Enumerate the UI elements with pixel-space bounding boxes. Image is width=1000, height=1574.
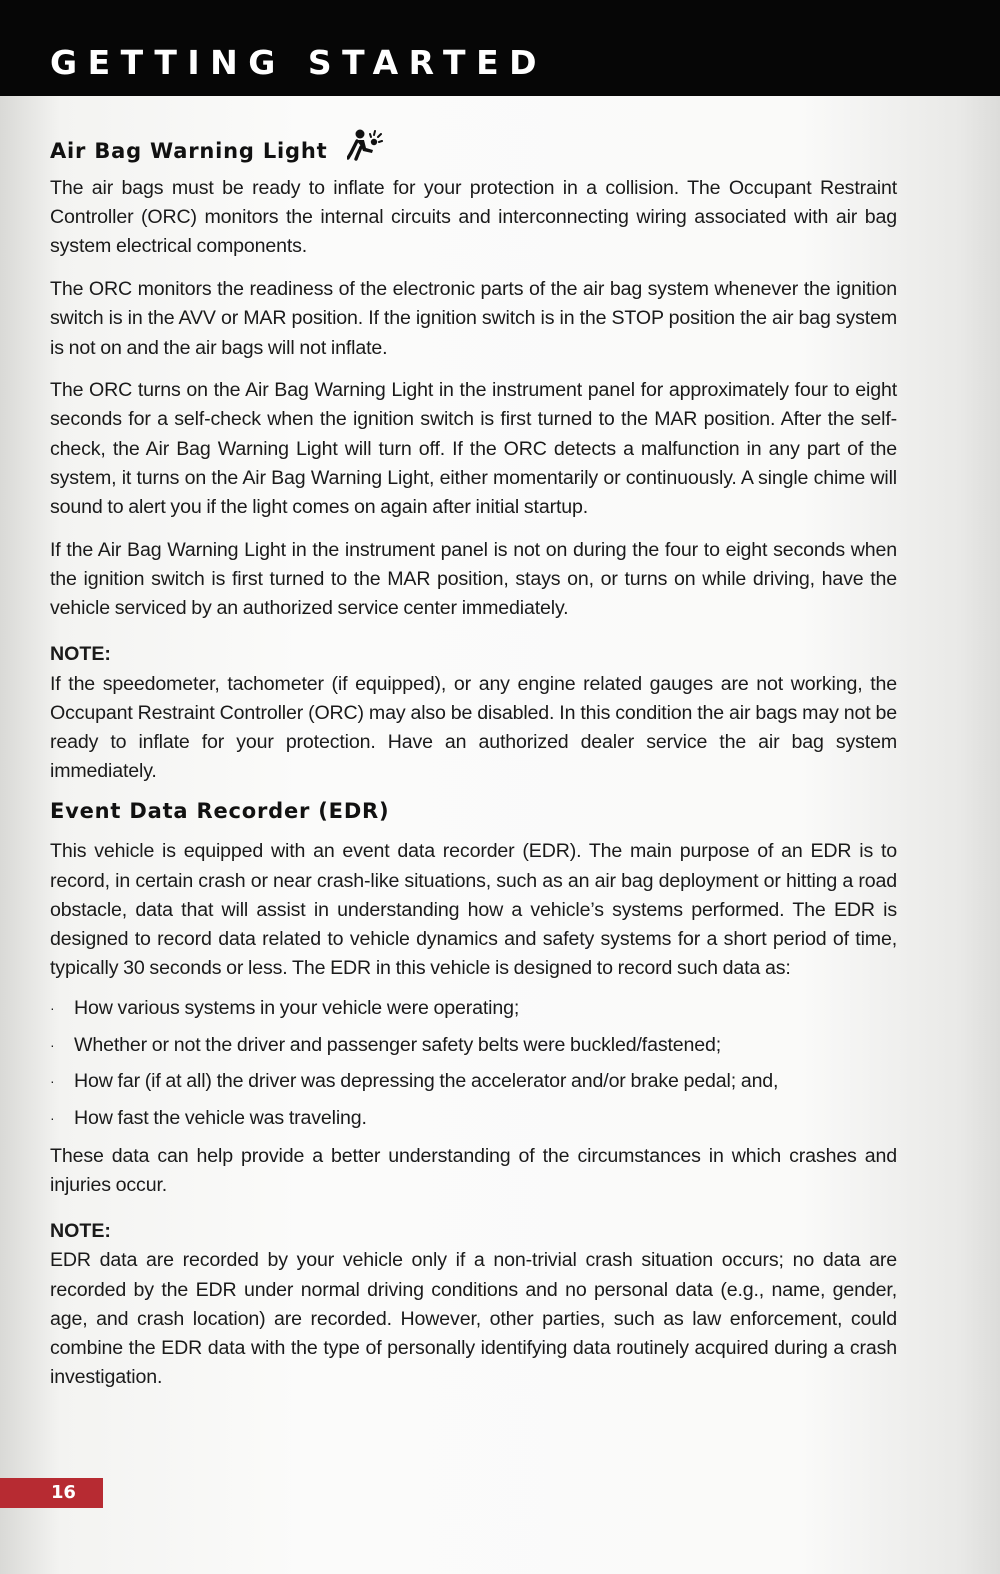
list-item [50, 1067, 897, 1096]
airbag-paragraph: The ORC turns on the Air Bag Warning Light in the instrument panel for approximately four to eight seconds for a self-check when the ignition switch is first turned to the MAR position. After the self-check, the Air Bag Warning Light will turn off. If the ORC detects a malfunction in any part of the system, it turns on the Air Bag Warning Light, either momentarily or continuously. A single chime will sound to alert you if the light comes on again after initial startup. [50, 379, 897, 519]
edr-bullet-list [50, 994, 897, 1132]
airbag-note-label: NOTE: [50, 643, 111, 666]
edr-section-title: Event Data Recorder (EDR) [50, 799, 390, 824]
list-item [50, 994, 897, 1023]
edr-section-heading [50, 794, 897, 822]
airbag-warning-icon [347, 128, 383, 162]
airbag-section-title: Air Bag Warning Light [50, 139, 328, 163]
bullet-symbol: · [50, 1073, 55, 1090]
edr-intro-paragraph: This vehicle is equipped with an event data recorder (EDR). The main purpose of an EDR is to record, in certain crash or near crash-like situations, such as an air bag deployment or hitting a road obstacle, data that will assist in understanding how a vehicle’s systems performed. The EDR is designed to record data related to vehicle dynamics and safety systems for a short period of time, typically 30 seconds or less. The EDR in this vehicle is designed to record such data as: [50, 840, 897, 980]
edr-note-label: NOTE: [50, 1220, 111, 1243]
list-item-text: Whether or not the driver and passenger safety belts were buckled/fastened; [74, 1033, 722, 1056]
bullet-symbol: · [50, 1109, 55, 1126]
airbag-note-text: If the speedometer, tachometer (if equipped), or any engine related gauges are not working, the Occupant Restraint Controller (ORC) may also be disabled. In this condition the air bags may not be ready to inflate for your protection. Have an authorized dealer service the air bag system immediately. [50, 672, 897, 783]
airbag-section-heading [50, 126, 897, 162]
list-item-text: How fast the vehicle was traveling. [74, 1106, 367, 1129]
edr-closing-paragraph: These data can help provide a better understanding of the circumstances in which crashes and injuries occur. [50, 1144, 897, 1196]
list-item [50, 1104, 897, 1133]
page-content [50, 126, 897, 1392]
list-item-text: How far (if at all) the driver was depressing the accelerator and/or brake pedal; and, [74, 1070, 779, 1093]
bullet-symbol: · [50, 1000, 55, 1017]
page-header-title: GETTING STARTED [50, 43, 548, 82]
airbag-paragraph: The ORC monitors the readiness of the electronic parts of the air bag system whenever the ignition switch is in the AVV or MAR position. If the ignition switch is in the STOP position the air bag system is not on and the air bags will not inflate. [50, 278, 897, 359]
airbag-paragraph: If the Air Bag Warning Light in the instrument panel is not on during the four to eight seconds when the ignition switch is first turned to the MAR position, stays on, or turns on while driving, have the vehicle serviced by an authorized service center immediately. [50, 538, 897, 620]
bullet-symbol: · [50, 1036, 55, 1053]
list-item-text: How various systems in your vehicle were operating; [74, 997, 520, 1020]
edr-note-text: EDR data are recorded by your vehicle only if a non-trivial crash situation occurs; no data are recorded by the EDR under normal driving conditions and no personal data (e.g., name, gender, age, and crash location) are recorded. However, other parties, such as law enforcement, could combine the EDR data with the type of personally identifying data routinely acquired during a crash investigation. [50, 1249, 897, 1389]
airbag-paragraph: The air bags must be ready to inflate for your protection in a collision. The Occupant Restraint Controller (ORC) monitors the internal circuits and interconnecting wiring associated with air bag system electrical components. [50, 177, 897, 258]
page-number: 16 [51, 1482, 76, 1503]
list-item [50, 1031, 897, 1060]
